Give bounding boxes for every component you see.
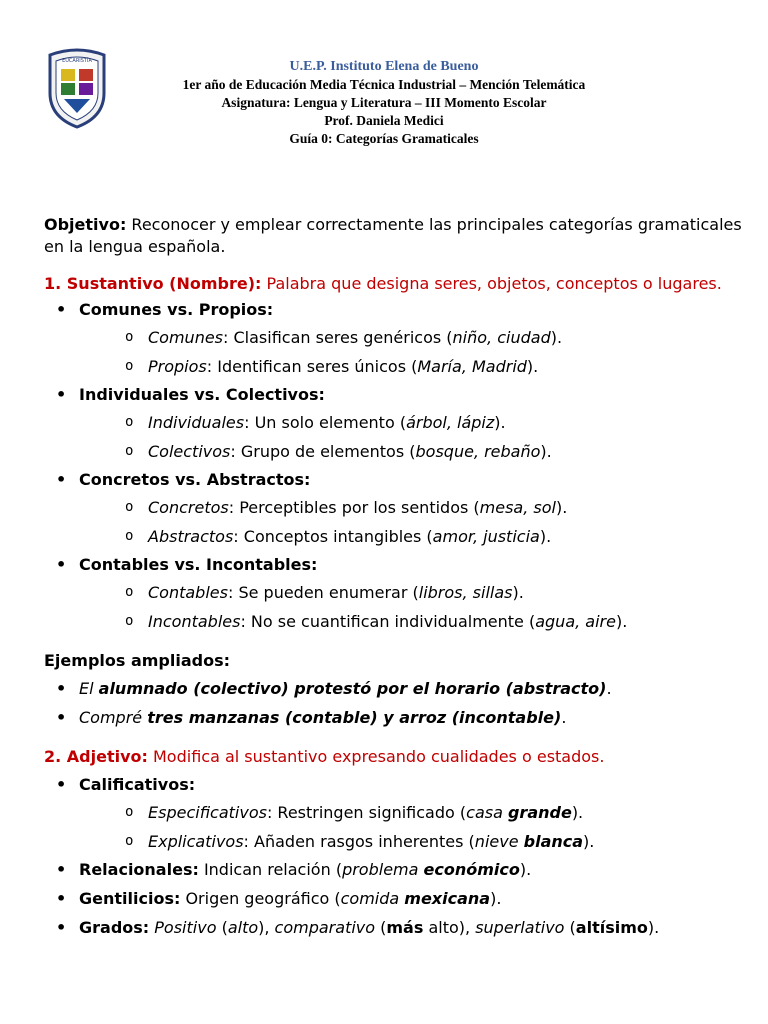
examples-list xyxy=(44,678,744,729)
teacher-line: Prof. Daniela Medici xyxy=(324,113,444,128)
list-item: o Abstractos: Conceptos intangibles (amor, justicia). xyxy=(79,526,744,548)
section-adjetivo-heading: 2. Adjetivo: Modifica al sustantivo expresando cualidades o estados. xyxy=(44,747,605,766)
list-item: o Especificativos: Restringen significado (casa grande). xyxy=(79,802,744,824)
list-item: • Individuales vs. Colectivos: o Individuales: Un solo elemento (árbol, lápiz). o Colectivos: Grupo de elementos (bosque, rebaño). xyxy=(44,384,744,463)
subject-line: Asignatura: Lengua y Literatura – III Momento Escolar xyxy=(221,95,547,110)
list-item: • Compré tres manzanas (contable) y arroz (incontable). xyxy=(44,707,744,729)
document-header xyxy=(0,58,768,148)
list-item: o Colectivos: Grupo de elementos (bosque, rebaño). xyxy=(79,441,744,463)
list-item: • Grados: Positivo (alto), comparativo (más alto), superlativo (altísimo). xyxy=(44,917,744,939)
list-item: • Gentilicios: Origen geográfico (comida mexicana). xyxy=(44,888,744,910)
list-item: • Comunes vs. Propios: o Comunes: Clasifican seres genéricos (niño, ciudad). o Propios: Identifican seres únicos (María, Madrid). xyxy=(44,299,744,378)
svg-text:EUCARISTÍA: EUCARISTÍA xyxy=(62,58,92,64)
list-item: o Concretos: Perceptibles por los sentidos (mesa, sol). xyxy=(79,497,744,519)
list-item: o Propios: Identifican seres únicos (María, Madrid). xyxy=(79,356,744,378)
list-item: • Relacionales: Indican relación (problema económico). xyxy=(44,859,744,881)
section-sustantivo-heading: 1. Sustantivo (Nombre): Palabra que designa seres, objetos, conceptos o lugares. xyxy=(44,274,722,293)
adjetivo-list xyxy=(44,774,744,939)
course-line: 1er año de Educación Media Técnica Industrial – Mención Telemática xyxy=(182,77,586,92)
list-item: • Concretos vs. Abstractos: o Concretos: Perceptibles por los sentidos (mesa, sol). o Abstractos: Conceptos intangibles (amor, justicia). xyxy=(44,469,744,548)
list-item: o Incontables: No se cuantifican individualmente (agua, aire). xyxy=(79,611,744,633)
list-item: • El alumnado (colectivo) protestó por el horario (abstracto). xyxy=(44,678,744,700)
sustantivo-list xyxy=(44,299,744,633)
objective-paragraph: Objetivo: Reconocer y emplear correctamente las principales categorías gramaticales en la lengua española. xyxy=(44,215,742,256)
list-item: o Comunes: Clasifican seres genéricos (niño, ciudad). xyxy=(79,327,744,349)
list-item: o Individuales: Un solo elemento (árbol, lápiz). xyxy=(79,412,744,434)
list-item: • Calificativos: o Especificativos: Restringen significado (casa grande). o Explicativos: Añaden rasgos inherentes (nieve blanca). xyxy=(44,774,744,853)
list-item: o Explicativos: Añaden rasgos inherentes (nieve blanca). xyxy=(79,831,744,853)
guide-title: Guía 0: Categorías Gramaticales xyxy=(289,131,479,146)
school-name: U.E.P. Instituto Elena de Bueno xyxy=(289,59,479,74)
list-item: • Contables vs. Incontables: o Contables: Se pueden enumerar (libros, sillas). o Incontables: No se cuantifican individualmente (agua, aire). xyxy=(44,554,744,633)
examples-heading: Ejemplos ampliados: xyxy=(44,651,231,670)
list-item: o Contables: Se pueden enumerar (libros, sillas). xyxy=(79,582,744,604)
document-body xyxy=(44,214,744,939)
